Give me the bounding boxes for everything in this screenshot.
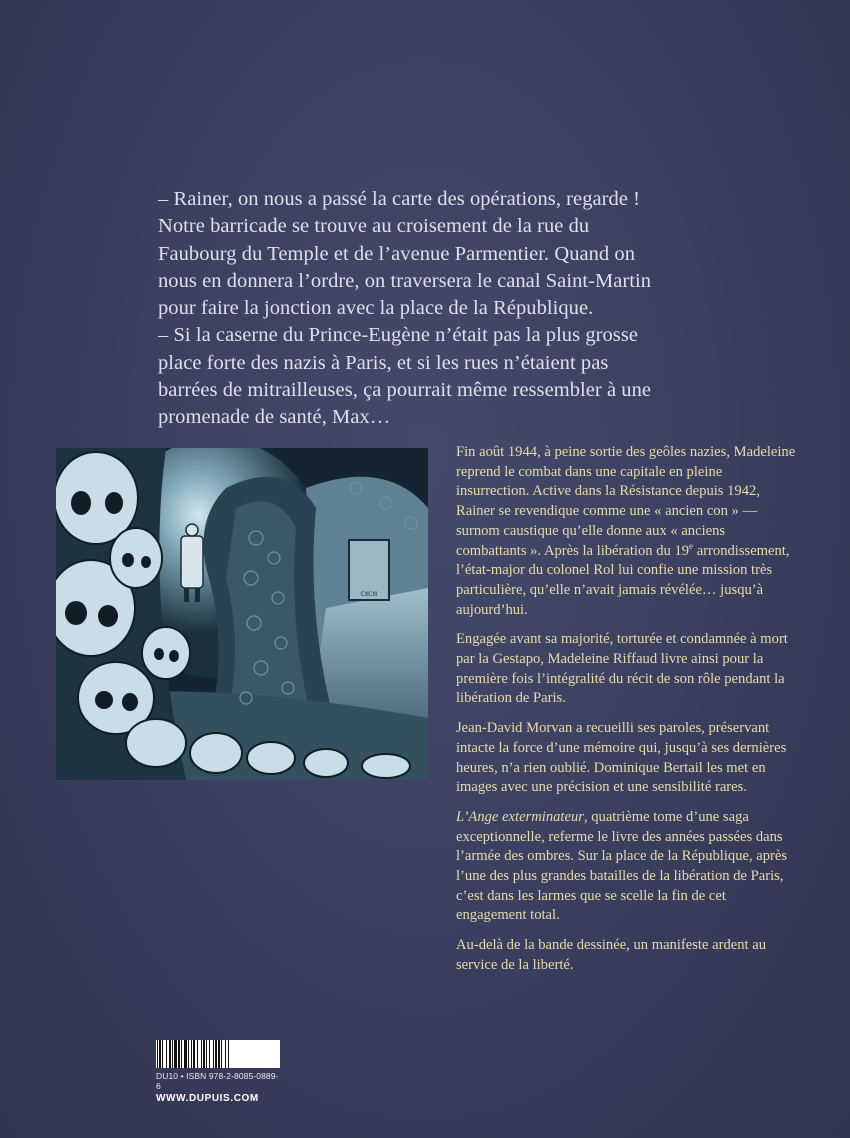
quote-line: – Si la caserne du Prince-Eugène n’était pas la plus grosse <box>158 324 638 347</box>
synopsis-text <box>456 443 796 986</box>
book-title: L’Ange exterminateur <box>456 808 584 825</box>
quote-line: Faubourg du Temple et de l’avenue Parmentier. Quand on <box>158 242 636 265</box>
barcode-icon <box>156 1040 280 1068</box>
isbn-text: DU10 • ISBN 978-2-8085-0889-6 <box>156 1071 279 1091</box>
synopsis-paragraph-1: Fin août 1944, à peine sortie des geôles nazies, Madeleine reprend le combat dans une capitale en pleine insurrection. Active dans la Résistance depuis 1942, Rainer se revendique comme une « ancien con » — surnom caustique qu’elle donne aux « anciens combattants ». Après la libération du 19e arrondissement, l’état-major du colonel Rol lui confie une mission très particulière, qu’elle n’avait jamais révélée… jusqu’à aujourd’hui. <box>456 444 796 618</box>
quote-line: nous en donnera l’ordre, on traversera le canal Saint-Martin <box>158 269 652 292</box>
quote-line: place forte des nazis à Paris, et si les rues n’étaient pas <box>158 351 609 374</box>
synopsis-paragraph-5: Au-delà de la bande dessinée, un manifeste ardent au service de la liberté. <box>456 937 766 973</box>
quote-line: promenade de santé, Max… <box>158 406 391 429</box>
excerpt-quote <box>158 186 758 432</box>
barcode-block <box>156 1040 282 1104</box>
publisher-url: WWW.DUPUIS.COM <box>156 1093 259 1104</box>
synopsis-paragraph-3: Jean-David Morvan a recueilli ses paroles, préservant intacte la force d’une mémoire qui, jusqu’à ses dernières heures, n’a rien oublié. Dominique Bertail les met en images avec une précision et une sensibilité rares. <box>456 720 787 796</box>
sign-text: CXCIII <box>360 591 378 598</box>
synopsis-paragraph-4: L’Ange exterminateur, quatrième tome d’une saga exceptionnelle, referme le livre des années passées dans l’armée des ombres. Sur la place de la République, après l’une des plus grandes batailles de la libération de Paris, c’est dans les larmes que se scelle la fin de cet engagement total. <box>456 808 788 924</box>
quote-line: – Rainer, on nous a passé la carte des opérations, regarde ! <box>158 188 641 210</box>
quote-line: Notre barricade se trouve au croisement de la rue du <box>158 215 590 238</box>
quote-line: barrées de mitrailleuses, ça pourrait même ressembler à une <box>158 379 652 402</box>
synopsis-paragraph-2: Engagée avant sa majorité, torturée et condamnée à mort par la Gestapo, Madeleine Riffaud livre ainsi pour la première fois l’intégralité du récit de son rôle pendant la libération de Paris. <box>456 631 788 707</box>
quote-line: pour faire la jonction avec la place de la République. <box>158 297 594 320</box>
catacomb-skulls-illustration <box>56 448 428 780</box>
